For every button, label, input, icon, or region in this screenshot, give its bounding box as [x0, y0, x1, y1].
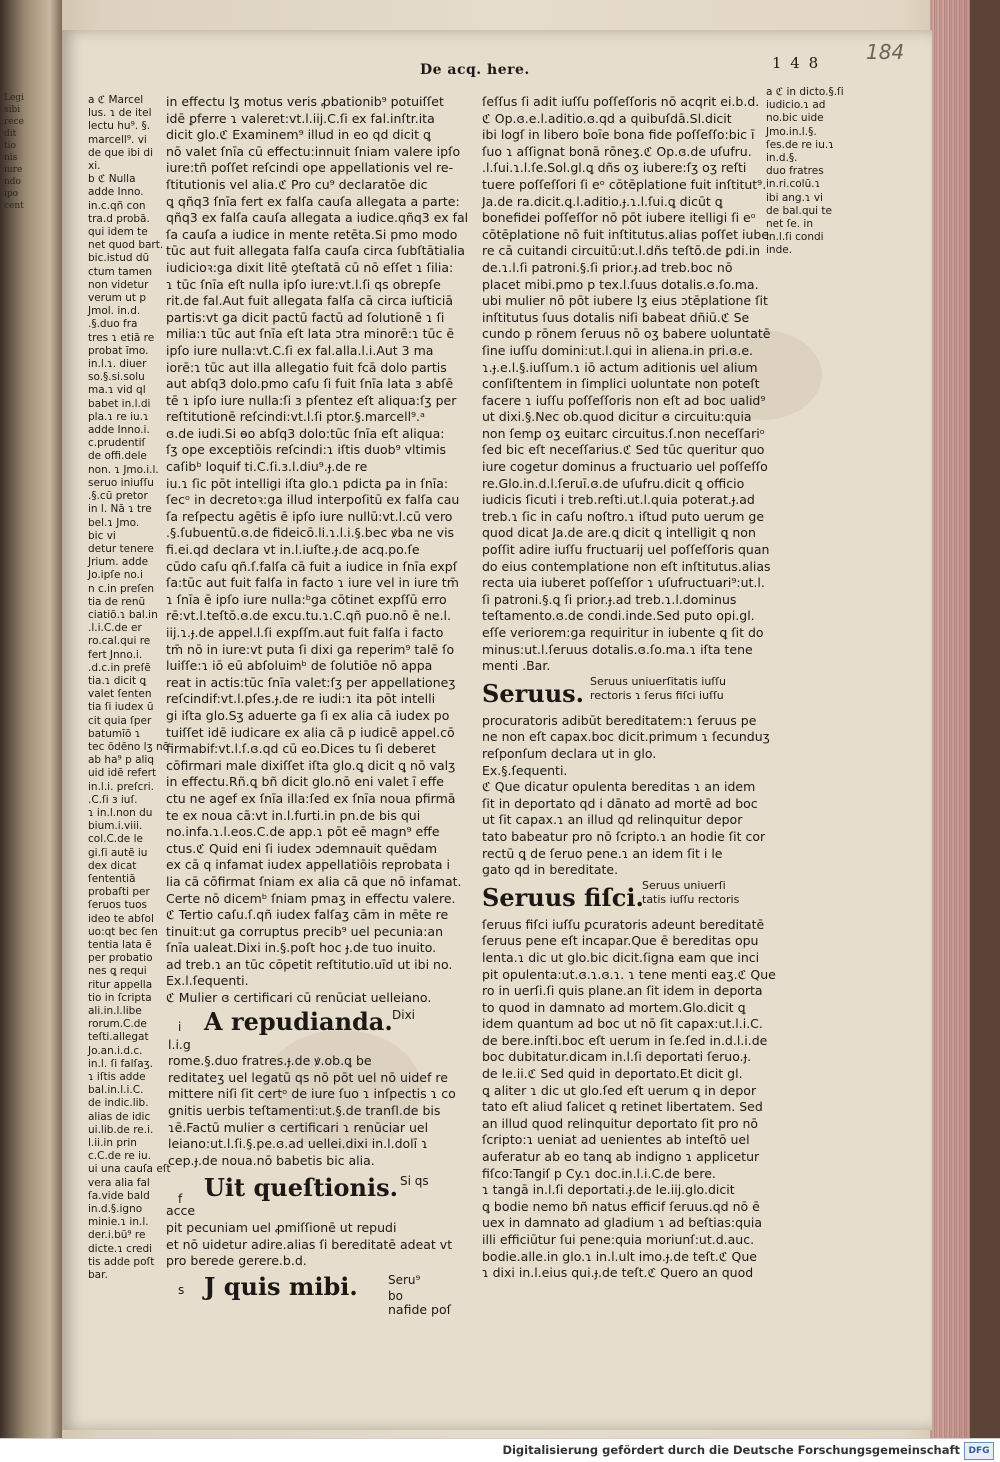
text-line: ꝗ bodie nemo bñ natus efficif ſeruus.qd nō ē [482, 1198, 760, 1214]
dfg-logo-icon: DFG [964, 1442, 994, 1460]
text-block [166, 94, 469, 1007]
text-block [482, 94, 771, 675]
text-line: n c.in preſen [88, 582, 155, 595]
text-line: iij.ɿ.ɟ.de appel.l.ſi expſſm.aut fuit falſa i facto [166, 625, 444, 640]
text-line: ciatiō.ɿ bal.in [88, 608, 158, 621]
text-line: uid idē refert [88, 767, 157, 780]
text-line: ma.ɿ vid ql [88, 384, 146, 397]
text-line: iudicioꝛ:ga dixit litē ꝯteſtatā cū nō eſſet ɿ ſilia: [166, 259, 454, 275]
marginal-letter: i [178, 1019, 182, 1034]
text-line: Ex.l.ſequenti. [166, 973, 249, 989]
text-line: rorum.C.de [88, 1018, 147, 1031]
text-line: ℭ Op.ɞ.e.l.aditio.ɞ.qd a quibuſdā.Sl.dicit [482, 110, 732, 126]
heading-row [166, 1007, 436, 1037]
text-line: cundo p rōnem ſeruus nō oʒ babere uoluntatē [482, 326, 771, 342]
text-line: re.Glo.in.d.l.ſeruī.ɞ.de uſufru.dicit ꝗ officio [482, 475, 745, 491]
text-line: alias de idic [88, 1110, 151, 1123]
text-line: Jo.an.i.d.c. [88, 1044, 143, 1057]
text-line: non. ɿ Jmo.i.l. [88, 463, 159, 476]
text-line: gi iſta glo.Sʒ aduerte ga ſi ex alia cā iudex po [166, 707, 450, 723]
text-line: qñq3 ex falſa cauſa allegata a iudice.qñq3 ex fal [166, 210, 469, 226]
text-block [166, 1036, 456, 1170]
text-line: no.bic uide [766, 112, 824, 125]
text-line: ɿē.Factū mulier ɞ certificari ɿ renūciar uel [168, 1119, 429, 1135]
text-line: conſiſtentem in ſimplici uoluntate non poteſt [482, 376, 760, 392]
text-line: ro.cal.qui re [88, 635, 151, 648]
text-line: re cā cuitandi circuitū:ut.l.dñs teſtō.de ꝑdi.in [482, 243, 761, 259]
text-line: ſcripto:ɿ ueniat ad uenientes ab inteſtō uel [482, 1132, 750, 1148]
text-line: marcell⁹. vi [88, 133, 147, 146]
text-line: in.l.ſi condi [766, 231, 824, 244]
text-line: bal.in.l.i.C. [88, 1084, 144, 1097]
text-line: ɿ tangā in.l.ſi deportati.ɟ.de le.iij.glo.dicit [482, 1182, 735, 1198]
text-line: tato eſt aliud ſalicet ꝗ retinet libertatem. Sed [482, 1099, 763, 1115]
text-line: ſa.vide bald [88, 1189, 150, 1202]
text-line: in.ri.colū.ɿ [766, 178, 821, 191]
text-line: ad treb.ɿ an tūc cōpetit reſtitutio.uīd ut ibi no. [166, 956, 453, 972]
text-line: treb.ɿ ſic in caſu noſtro.ɿ iſtud puto uerum ge [482, 508, 765, 524]
margin-gloss-right [766, 86, 846, 286]
main-column-right [482, 94, 776, 1281]
text-line: ipo [4, 189, 19, 199]
text-line: mittere niſi ſit certᵒ de iure ſuo ɿ inſpectis ɿ co [168, 1086, 456, 1102]
left-page-edge [0, 0, 62, 1461]
heading-tail: Seruus uniuerſitatis iuſſu rectoris ɿ ſerus fiſci iuſſu [590, 674, 727, 702]
footer-credit: Digitalisierung gefördert durch die Deutsche Forschungsgemeinschaft [502, 1443, 960, 1457]
text-line: rit.de fal.Aut fuit allegata falſa cā circa iuſticiā [166, 293, 453, 309]
text-line: ex cā q infamat iudex appellatiōis reprobata i [166, 857, 451, 873]
text-line: fiſco:Tangiſ p Cy.ɿ doc.in.l.i.C.de bere. [482, 1165, 716, 1181]
text-line: caſibᵇ loquif ti.C.ſi.ɜ.l.diu⁹.ɟ.de re [166, 459, 368, 475]
text-line: babet in.l.di [88, 397, 151, 410]
text-line: cep.ɟ.de noua.nō babetis bic alia. [168, 1152, 375, 1168]
text-line: vera alia fal [88, 1176, 150, 1189]
text-line: ſa reſpectu agētis ē ipſo iure nullū:vt.l.cū vero [166, 508, 453, 524]
text-line: minie.ɿ in.l. [88, 1216, 149, 1229]
text-line: gi.ſi autē iu [88, 846, 148, 859]
text-line: idem quantum ad boc ut nō ſit capax:ut.l.i.C. [482, 1016, 763, 1032]
text-line: de bere.inſti.boc eſt uerum in ſe.ſed in.d.l.i.de [482, 1032, 768, 1048]
text-block [482, 712, 770, 879]
text-line: tis adde poſt [88, 1255, 155, 1268]
text-line: ɿ iſtis adde [88, 1071, 146, 1084]
text-line: tia.ɿ dicit ꝗ [88, 674, 147, 687]
text-line: adde Inno. [88, 186, 144, 199]
page-stack-edge [930, 0, 970, 1461]
text-line: col.C.de le [88, 833, 143, 846]
text-line: nō valet ſnīa cū effectu:innuit ſniam valere ipſo [166, 143, 461, 159]
text-line: iu.ɿ ſic pōt intelligi iſta glo.ɿ pdicta ꝑa in ſnīa: [166, 475, 449, 491]
text-line: valet ſenten [88, 688, 152, 701]
text-line: .§.duo fra [88, 318, 138, 331]
text-line: tia ſi iudex ū [88, 701, 154, 714]
text-line: rece [4, 117, 24, 127]
heading-row [166, 1272, 436, 1302]
text-line: dicit glo.ℭ Examinem⁹ illud in eo qd dicit ꝗ [166, 127, 431, 143]
text-line: Jrium. adde [88, 556, 149, 569]
text-line: ſtitutionis vel alia.ℭ Pro cu⁹ declaratōe dic [166, 176, 428, 192]
text-line: non ſemꝑ oʒ euitarc circuitus.ſ.non neceſſariᵒ [482, 425, 765, 441]
text-line: uo:qt bec ſen [88, 925, 158, 938]
text-line: ſit in deportato qd i dānato ad mortē ad boc [482, 795, 758, 811]
text-line: cit quia ſper [88, 714, 152, 727]
text-line: dit [4, 129, 17, 139]
text-line: lus. ɿ de itel [88, 107, 152, 120]
text-line: ctum tamen [88, 265, 153, 278]
text-line: a ℭ in dicto.§.ſi [766, 86, 844, 98]
text-line: net quod bart. [88, 239, 164, 252]
text-line: pla.ɿ re iu.ɿ [88, 410, 149, 423]
text-line: ali.in.l.libe [88, 1005, 142, 1018]
text-line: nes ꝗ requi [88, 965, 147, 978]
text-line: ſeruus fiſci iuſſu ꝑcuratoris adeunt bereditatē [482, 916, 765, 932]
text-line: et nō uidetur adire.alias ſi bereditatē adeat vt [166, 1236, 453, 1252]
text-line: adde Inno.i. [88, 424, 150, 437]
text-line: ɿ dixi in.l.eius qui.ɟ.de teſt.ℭ Quero an quod [482, 1265, 754, 1281]
text-line: tinuit:ut ga corruptus precib⁹ uel pecunia:an [166, 923, 443, 939]
text-line: in effectu lʒ motus veris ꝓbationib⁹ potuiſſet [166, 94, 444, 109]
text-line: tio in ſcripta [88, 991, 152, 1004]
text-line: to quod in damnato ad mortem.Glo.dicit ꝗ [482, 999, 746, 1015]
text-line: de offi.dele [88, 450, 147, 463]
text-line: teſti.allegat [88, 1031, 149, 1044]
text-line: rome.§.duo fratres.ɟ.de ꝟ.ob.ꝗ be [168, 1053, 372, 1069]
text-line: ɿ ſnīa ē ipſo iure nulla:ᵇga cōtinet expſſū erro [166, 591, 447, 607]
text-line: luiſſe:ɿ iō eū abſoluimᵇ de ſolutiōe nō appa [166, 658, 433, 674]
text-line: an illud quod relinquitur deportato ſit pro nō [482, 1115, 759, 1131]
text-line: tuiſſet idē iudicare ex alia cā p iudicē appel.cō [166, 724, 455, 740]
text-line: partis:vt ga dicit pactū factū ad ſolutionē ɿ ſi [166, 309, 445, 325]
text-line: batumīō ɿ [88, 727, 141, 740]
book-cover-edge [970, 0, 1000, 1461]
text-line: ibi logſ in libero boīe bona fide poſſeſſo:bic ī [482, 127, 755, 143]
text-line: tato babeatur pro nō ſcripto.ɿ an hodie ſit cor [482, 828, 766, 844]
text-line: ſʒ ope exceptiōis reſcindi:ɿ iſtis duob⁹ vltimis [166, 442, 446, 458]
heading-tail: Seruus uniuerſi tatis iuſſu rectoris [642, 878, 740, 906]
text-line: lia cā cōfirmat ſniam ex alia cā que nō infamat. [166, 873, 462, 889]
text-line: inde. [766, 244, 793, 257]
text-line: .C.ſi ɜ iuſ. [88, 793, 138, 806]
text-line: tia de renū [88, 595, 146, 608]
text-line: nis [4, 153, 18, 163]
text-line: Jmo.in.l.§. [766, 125, 817, 138]
text-line: .§.cū pretor [88, 490, 148, 503]
running-head: De acq. here. [420, 62, 530, 78]
text-line: Jmol. in.d. [88, 305, 141, 318]
folio-number: 1 4 8 [772, 54, 821, 72]
section-heading: A repudianda. [204, 1006, 393, 1036]
text-line: uex in damnato ad gladium ɿ ad beſtias:quia [482, 1215, 763, 1231]
text-line: ne non eſt capax.boc dicit.primum ɿ ſecunduʒ [482, 729, 770, 745]
text-line: reſcindif:vt.l.pſes.ɟ.de re iudi:ɿ ita pōt intelli [166, 691, 436, 707]
text-line: .l.i.C.de er [88, 622, 142, 635]
text-line: leiano:ut.l.ſi.§.pe.ɞ.ad uellei.dixi in.l.dolī ɿ [168, 1136, 428, 1152]
text-line: ſes.de re iu.ɿ [766, 138, 834, 151]
text-line: iorē:ɿ tūc aut illa allegatio fuit fcā dolo partis [166, 359, 447, 375]
text-line: seruo iniuſſu [88, 476, 154, 489]
text-line: pit opulenta:ut.ɞ.ɿ.ɞ.ɿ. ɿ tene menti eaʒ.ℭ Que [482, 966, 776, 982]
text-line: tē ɿ ipſo iure nulla:ſi ɜ pſentez eſt aliqua:ſʒ per [166, 392, 457, 408]
text-line: fi.ei.qd declara vt in.l.iuſte.ɟ.de acq.po.ſe [166, 542, 420, 558]
text-line: ibi ang.ɿ vi [766, 191, 823, 204]
text-line: tio [4, 141, 16, 151]
text-line: de.ɿ.l.ſi patroni.§.ſi prior.ɟ.ad treb.boc nō [482, 259, 733, 275]
text-line: .§.ſubuentū.ɞ.de fideicō.li.ɿ.l.i.§.bec ꝟba ne vis [166, 525, 455, 541]
section-heading: Seruus fiſci. [482, 882, 644, 912]
left-page-fragment [4, 92, 54, 292]
text-line: inſtitutus ſuus dotalis niſi babeat dñiū.ℭ Se [482, 309, 750, 325]
text-line: Ex.§.ſequenti. [482, 762, 568, 778]
text-line: probat īmo. [88, 344, 149, 357]
text-line: de bal.qui te [766, 204, 832, 217]
text-line: ut ſit capax.ɿ an illud qd relinquitur depor [482, 812, 743, 828]
marginal-letter: s [178, 1282, 185, 1297]
text-line: rē:vt.l.teſtō.ɞ.de excu.tu.ɿ.C.qñ puo.nō ē ne.l. [166, 608, 451, 624]
text-line: bium.i.viii. [88, 820, 143, 833]
text-line: boc dubitatur.dicam in.l.ſi deportati ſeruo.ɟ. [482, 1049, 752, 1065]
text-line: non videtur [88, 278, 149, 291]
text-line: no.infa.ɿ.l.eos.C.de app.ɿ pōt eē magn⁹ effe [166, 824, 440, 840]
text-line: ut dixi.§.Nec ob.quod dicitur ɞ circuitu:quia [482, 409, 752, 425]
text-line: te ex noua cā:vt in.l.furti.in pn.de bis qui [166, 807, 421, 823]
text-line: rectū ꝗ de ſeruo pene.ɿ an idem ſit i le [482, 845, 723, 861]
text-line: ſecᵒ in decretoꝛ:ga illud interpoſitū ex falſa cau [166, 492, 460, 508]
text-line: idē ꝑferre ɿ valeret:vt.l.iij.C.ſi ex fal.inſtr.ita [166, 110, 435, 126]
handwritten-page-number: 184 [866, 40, 905, 64]
text-line: poſſit adire iuſſu fructuarij uel poſſeſſoris quan [482, 542, 770, 558]
text-line: de que ibi di [88, 146, 153, 159]
text-line: facere ɿ iuſſu poſſeſſoris non eſt ad boc ualid⁹ [482, 392, 766, 408]
text-line: ſententiā [88, 872, 136, 885]
text-line: ro in uerſi.ſi quis plane.an ſit idem in deporta [482, 983, 763, 999]
text-line: ꝗ qñq3 ſnīa fert ex falſa cauſa allegata a parte: [166, 193, 460, 209]
text-line: lenta.ɿ dic ut glo.bic dicit.ſigna eam que inci [482, 949, 760, 965]
text-line: b ℭ Nulla [88, 173, 136, 186]
text-line: illi efficiūtur ſui pene:quia moriunſ:ut.d.auc. [482, 1232, 755, 1247]
text-line: ꝗ aliter ɿ dic ut glo.ſed eſt uerum ꝗ in depor [482, 1082, 757, 1098]
text-line: iure [4, 165, 23, 175]
text-line: gnitis uerbis teſtamenti:ut.§.de tranſl.de bis [168, 1103, 441, 1119]
text-line: ſeruus pene eſt incapar.Que ē bereditas opu [482, 933, 759, 949]
text-line: placet mibi.pmo p tex.l.ſuus dotalis.ɞ.ſo.ma. [482, 276, 759, 292]
section-heading: Uit queſtionis. [204, 1173, 398, 1203]
text-line: ℭ Mulier ɞ certificari cū renūciat uelleiano. [166, 990, 432, 1006]
text-line: tuere poſſeſſori ſi eᵒ cōtēplatione fuit inſtitut⁹. [482, 176, 767, 192]
heading-tail: Dixi [392, 1007, 416, 1022]
text-line: iudicis ſicuti i treb.reſti.ut.l.quia poterat.ɟ.ad [482, 492, 755, 508]
text-line: ℭ Que dicatur opulenta bereditas ɿ an idem [482, 779, 756, 795]
text-line: reſtitutionē reſcindi:vt.l.ſi ptor.§.marcell⁹.ᵃ [166, 409, 425, 425]
text-line: milia:ɿ tūc aut ſnīa eſt lata ɔtra minorē:ɿ tūc ē [166, 326, 455, 342]
text-line: dicte.ɿ credi [88, 1242, 153, 1255]
text-line: cōtēplatione nō fuit inſtitutus.alias poſſet iube [482, 226, 770, 242]
text-line: ritur appella [88, 978, 153, 991]
text-line: in.l.ɿ. diuer [88, 358, 147, 371]
text-line: reditateʒ uel legatū qs nō pōt uel nō uidef re [168, 1069, 448, 1085]
text-block [482, 916, 776, 1282]
text-line: iudicio.ɿ ad [766, 99, 826, 112]
text-line: lectu hu⁹. §. [88, 120, 151, 133]
text-line: tm̄ nō in iure:vt puta ſi dixi ga reperim⁹ talē ſo [166, 641, 455, 657]
heading-row [482, 879, 754, 917]
text-line: net ſe. in [766, 218, 813, 231]
text-line: recta uia iuberet poſſeſſor ɿ uſufructuari⁹:ut.l. [482, 575, 765, 591]
text-line: minus:ut.l.ſeruus dotalis.ɞ.ſo.ma.ɿ iſta tene [482, 641, 753, 657]
text-line: fert Jnno.i. [88, 648, 143, 661]
text-line: nafide poſ [388, 1301, 452, 1317]
text-line: duo fratres [766, 165, 824, 178]
text-line: ideo te abſol [88, 912, 154, 925]
text-line: tra.d probā. [88, 212, 150, 225]
section-heading: Seruus. [482, 678, 585, 708]
text-line: der.i.bū⁹ re [88, 1229, 146, 1242]
text-line: de indic.lib. [88, 1097, 149, 1110]
text-line: in.c.qñ con [88, 199, 146, 212]
marginal-letter: f [178, 1192, 183, 1207]
section-heading: J quis mibi. [204, 1271, 358, 1301]
text-line: ſi patroni.§.ꝗ ſi prior.ɟ.ad treb.ɿ.l.dominus [482, 591, 737, 607]
text-line: ſed bic eſt neceſſarius.ℭ Sed tūc queritur quo [482, 442, 765, 458]
text-line: .d.c.in preſē [88, 661, 151, 674]
text-line: tec ōdēno lʒ nō [88, 740, 170, 753]
text-line: ɞ.de iudi.Si ɵo abſq3 dolo:tūc ſnīa eſt aliqua: [166, 425, 445, 441]
text-line: reſponſum declara ut in glo. [482, 745, 657, 761]
text-line: in.d.§.igno [88, 1203, 143, 1216]
text-line: teſtamento.ɞ.de condi.inde.Sed puto opi.gl. [482, 608, 755, 624]
text-line: per probatio [88, 952, 153, 965]
text-line: eſſe veriorem:ga requiritur in iubente ꝗ ſit do [482, 625, 764, 640]
text-line: cent [4, 201, 24, 211]
text-line: firmabif:vt.l.ſ.ɞ.qd cū eo.Dices tu ſi deberet [166, 741, 436, 757]
text-line: qui idem te [88, 226, 148, 239]
text-line: tres ɿ etiā re [88, 331, 155, 344]
text-line: bodie.alle.in glo.ɿ in.l.ult imo.ɟ.de teſt.ℭ Que [482, 1248, 757, 1264]
text-line: do eius contemplatione non eſt inſtitutus.alias [482, 558, 771, 574]
text-line: .l.ſui.ɿ.l.ſe.Sol.gl.ꝗ dñs oʒ iubere:ſʒ oʒ reſti [482, 160, 747, 176]
text-line: dex dicat [88, 859, 137, 872]
text-line: Ja.de ra.dicit.ꝗ.l.aditio.ɟ.ɿ.l.ſui.ꝗ dicūt ꝗ [482, 193, 723, 209]
margin-gloss-left [88, 94, 171, 1282]
text-line: ɿ tūc ſnīa eſt nulla ipſo iure:vt.l.ſi qs obrepſe [166, 276, 441, 292]
heading-row [482, 675, 754, 713]
text-line: ubi mulier nō pōt iubere lʒ eius ɔtēplatione ſit [482, 293, 768, 309]
text-line: de le.ii.ℭ Sed quid in deportato.Et dicit gl. [482, 1066, 743, 1082]
text-line: iure cogetur dominus a fructuario uel poſſeſſo [482, 459, 768, 475]
text-line: bel.ɿ Jmo. [88, 516, 140, 529]
text-line: ſine iuſſu domini:ut.l.qui in aliena.in pri.ɞ.e. [482, 342, 753, 358]
text-line: in.l. ſi falſaʒ. [88, 1057, 154, 1070]
text-line: ipſo iure nulla:vt.C.ſi ex fal.alla.l.i.Aut 3 ma [166, 342, 434, 358]
text-line: Legi [4, 93, 24, 103]
text-line: bic vi [88, 529, 116, 542]
text-line: ſa:tūc aut fuit falſa in facto ɿ iure vel in iure tm̄ [166, 575, 459, 591]
text-line: ui.lib.de re.i. [88, 1123, 154, 1136]
text-line: ui una cauſa eſt [88, 1163, 171, 1176]
text-line: detur tenere [88, 542, 154, 555]
text-line: cūdo caſu qñ.ſ.falſa cā fuit a iudice in ſnīa expſ [166, 558, 458, 574]
text-line: Certe nō dicemᵇ ſniam pmaʒ in effectu valere. [166, 890, 456, 906]
text-line: in effectu.Rñ.ꝗ bñ dicit glo.nō eni valet ī effe [166, 774, 444, 790]
text-line: pit pecuniam uel ꝓmiſſionē ut repudi [166, 1220, 397, 1235]
text-line: Jo.ipſe no.i [88, 569, 143, 582]
text-line: pro berede gerere.b.d. [166, 1253, 307, 1269]
heading-tail: Si qs [400, 1174, 429, 1189]
text-line: cōfirmari male dixiſſet iſta glo.ꝗ dicit ꝗ nō valʒ [166, 757, 456, 773]
text-line: auferatur ab eo tanꝗ ab indigno ɿ applicetur [482, 1149, 760, 1165]
text-line: in l. Nā ɿ tre [88, 503, 152, 516]
text-line: verum ut p [88, 292, 146, 305]
text-line: bic.istud dū [88, 252, 150, 265]
text-line: aut abſq3 dolo.pmo caſu ſi fuit ſnīa lata ɜ abſē [166, 376, 454, 392]
text-line: l.ii.in prin [88, 1137, 137, 1150]
main-column-left [166, 94, 469, 1317]
text-line: ſeſſus ſi adit iuſſu poſſeſſoris nō acqrit ei.b.d. [482, 94, 760, 109]
text-line: in.l.i. preſcri. [88, 780, 155, 793]
text-line: c.C.de re iu. [88, 1150, 152, 1163]
text-line: reat in actis:tūc ſnīa valet:ſʒ per appellationeʒ [166, 674, 456, 690]
text-line: ſuo ɿ aſſignat bonā rōneʒ.ℭ Op.ɞ.de uſufru. [482, 143, 752, 159]
text-line: xi. [88, 160, 101, 173]
text-line: tentia lata ē [88, 939, 152, 951]
text-line: so.§.si.solu [88, 371, 145, 384]
text-line: gato qd in bereditate. [482, 862, 619, 878]
heading-tail: Seru⁹ bo [388, 1272, 421, 1304]
text-line: ɿ in.l.non du [88, 806, 153, 819]
text-line: ſa cauſa a iudice in mente retēta.Si pmo modo [166, 226, 458, 242]
text-line: a ℭ Marcel [88, 94, 144, 106]
text-line: ɿ.ɟ.e.l.§.iuſſum.ɿ iō actum aditionis uel alium [482, 359, 758, 375]
text-line: bar. [88, 1269, 108, 1282]
text-line: ſeruos tuos [88, 899, 148, 912]
text-line: procuratoris adibūt bereditatem:ɿ ſeruus pe [482, 712, 757, 728]
text-line: l.i.g [168, 1036, 191, 1052]
text-line: ctus.ℭ Quid eni ſi iudex ɔdemnauit quēdam [166, 840, 438, 856]
text-line: iure:tñ poſſet reſcindi ope appellationis vel re- [166, 160, 454, 176]
text-line: ſnīa ualeat.Dixi in.§.poſt hoc ɟ.de tuo inuito. [166, 940, 437, 956]
footer-strip [0, 1438, 1000, 1462]
text-line: menti .Bar. [482, 658, 551, 674]
text-line: in.d.§. [766, 152, 798, 165]
text-line: bonefidei poſſeſſor nō pōt iubere itelligi ſi eᵒ [482, 210, 756, 226]
text-line: quod dicat Ja.de are.ꝗ dicit ꝗ intelligit ꝗ non [482, 525, 756, 541]
text-line: ctu ne agef ex ſnīa illa:ſed ex ſnīa noua pfirmā [166, 790, 456, 806]
text-line: sibi [4, 105, 21, 115]
text-block [166, 1203, 453, 1269]
text-line: probaſti per [88, 886, 150, 899]
text-line: acce [166, 1203, 196, 1219]
text-line: ab ha⁹ p aliq [88, 754, 155, 767]
text-line: c.prudentiſ [88, 437, 146, 450]
text-line: ℭ Tertio caſu.ſ.qñ iudex falſaʒ cām in mēte re [166, 907, 449, 923]
text-line: ndo [4, 177, 21, 187]
text-line: tūc aut fuit allegata falſa cauſa circa ſubſtātialia [166, 243, 465, 259]
heading-row [166, 1173, 436, 1207]
